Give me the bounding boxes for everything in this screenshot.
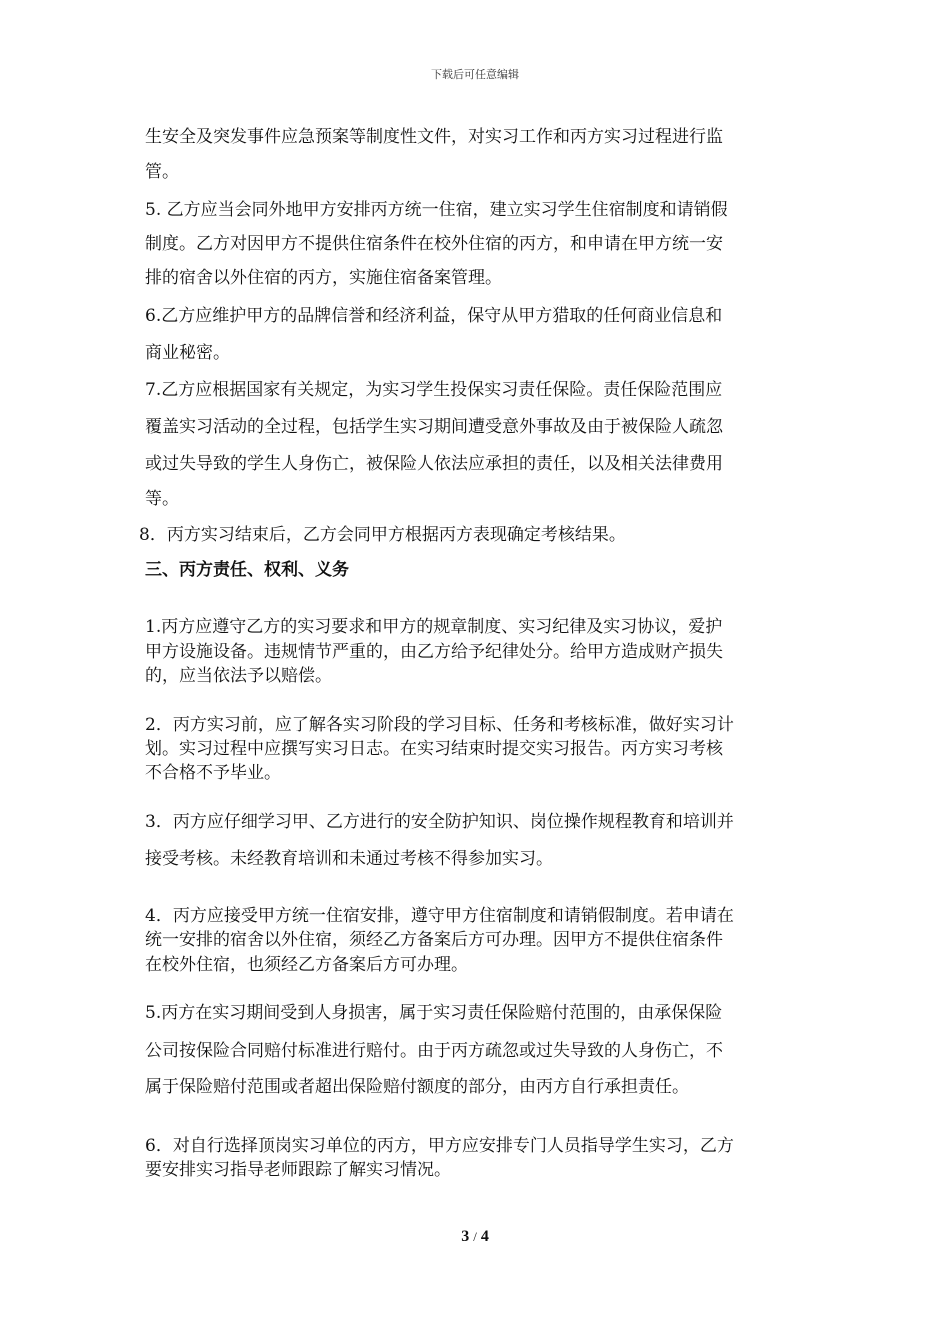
text-line: 要安排实习指导老师跟踪了解实习情况。	[145, 1160, 451, 1180]
text-line: 不合格不予毕业。	[145, 763, 281, 783]
text-line: 排的宿舍以外住宿的丙方，实施住宿备案管理。	[145, 268, 502, 288]
text-line: 等。	[145, 489, 179, 509]
text-line: 8．丙方实习结束后，乙方会同甲方根据丙方表现确定考核结果。	[139, 525, 626, 545]
text-line: 公司按保险合同赔付标准进行赔付。由于丙方疏忽或过失导致的人身伤亡，不	[145, 1041, 723, 1061]
total-pages: 4	[480, 1228, 489, 1245]
text-line: 甲方设施设备。违规情节严重的，由乙方给予纪律处分。给甲方造成财产损失	[145, 642, 723, 662]
text-line: 7.乙方应根据国家有关规定，为实习学生投保实习责任保险。责任保险范围应	[145, 380, 723, 400]
text-line: 制度。乙方对因甲方不提供住宿条件在校外住宿的丙方，和申请在甲方统一安	[145, 234, 723, 254]
text-line: 5. 乙方应当会同外地甲方安排丙方统一住宿，建立实习学生住宿制度和请销假	[145, 200, 728, 220]
text-line: 3．丙方应仔细学习甲、乙方进行的安全防护知识、岗位操作规程教育和培训并	[145, 812, 734, 832]
text-line: 6．对自行选择顶岗实习单位的丙方，甲方应安排专门人员指导学生实习，乙方	[145, 1136, 734, 1156]
text-line: 管。	[145, 162, 179, 182]
text-line: 或过失导致的学生人身伤亡，被保险人依法应承担的责任，以及相关法律费用	[145, 454, 723, 474]
page-separator: /	[473, 1229, 477, 1244]
text-line: 6.乙方应维护甲方的品牌信誉和经济利益，保守从甲方猎取的任何商业信息和	[145, 306, 723, 326]
page-header: 下载后可任意编辑	[431, 68, 519, 81]
text-line: 在校外住宿，也须经乙方备案后方可办理。	[145, 955, 468, 975]
text-line: 5.丙方在实习期间受到人身损害，属于实习责任保险赔付范围的，由承保保险	[145, 1003, 723, 1023]
current-page: 3	[461, 1228, 470, 1245]
text-line: 1.丙方应遵守乙方的实习要求和甲方的规章制度、实习纪律及实习协议，爱护	[145, 617, 723, 637]
text-line: 生安全及突发事件应急预案等制度性文件，对实习工作和丙方实习过程进行监	[145, 127, 723, 147]
text-line: 的，应当依法予以赔偿。	[145, 666, 332, 686]
text-line: 覆盖实习活动的全过程，包括学生实习期间遭受意外事故及由于被保险人疏忽	[145, 417, 723, 437]
text-line: 属于保险赔付范围或者超出保险赔付额度的部分，由丙方自行承担责任。	[145, 1077, 689, 1097]
page-number	[0, 1228, 950, 1246]
text-line: 2．丙方实习前，应了解各实习阶段的学习目标、任务和考核标准，做好实习计	[145, 715, 734, 735]
text-line: 商业秘密。	[145, 343, 230, 363]
text-line: 接受考核。未经教育培训和未通过考核不得参加实习。	[145, 849, 553, 869]
text-line: 统一安排的宿舍以外住宿，须经乙方备案后方可办理。因甲方不提供住宿条件	[145, 930, 723, 950]
text-line: 4．丙方应接受甲方统一住宿安排，遵守甲方住宿制度和请销假制度。若申请在	[145, 906, 734, 926]
section-heading: 三、丙方责任、权利、义务	[145, 560, 349, 580]
text-line: 划。实习过程中应撰写实习日志。在实习结束时提交实习报告。丙方实习考核	[145, 739, 723, 759]
